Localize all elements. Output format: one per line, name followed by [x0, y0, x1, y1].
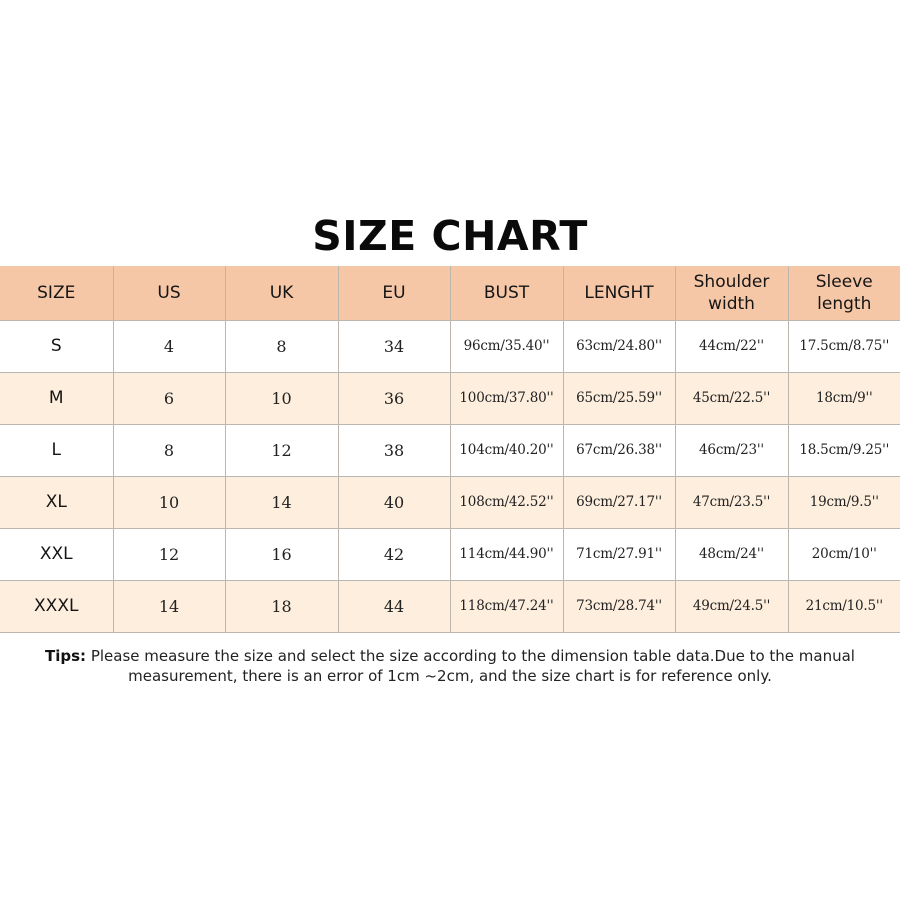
- header-length: LENGHT: [563, 266, 675, 320]
- cell-shoulder: 48cm/24'': [675, 528, 788, 580]
- cell-eu: 42: [338, 528, 450, 580]
- cell-eu: 44: [338, 580, 450, 632]
- cell-size: XL: [0, 476, 113, 528]
- cell-us: 6: [113, 372, 225, 424]
- header-eu: EU: [338, 266, 450, 320]
- cell-bust: 118cm/47.24'': [450, 580, 563, 632]
- cell-uk: 8: [225, 320, 338, 372]
- cell-eu: 34: [338, 320, 450, 372]
- cell-uk: 16: [225, 528, 338, 580]
- cell-shoulder: 47cm/23.5'': [675, 476, 788, 528]
- table-row: [0, 372, 900, 424]
- cell-length: 63cm/24.80'': [563, 320, 675, 372]
- cell-uk: 14: [225, 476, 338, 528]
- header-row: [0, 266, 900, 320]
- header-size: SIZE: [0, 266, 113, 320]
- cell-shoulder: 49cm/24.5'': [675, 580, 788, 632]
- cell-sleeve: 18.5cm/9.25'': [788, 424, 900, 476]
- cell-sleeve: 21cm/10.5'': [788, 580, 900, 632]
- cell-us: 14: [113, 580, 225, 632]
- tips-note: [30, 646, 870, 686]
- cell-uk: 12: [225, 424, 338, 476]
- cell-eu: 40: [338, 476, 450, 528]
- table-row: [0, 424, 900, 476]
- header-shoulder-width: Shoulder width: [675, 266, 788, 320]
- cell-us: 4: [113, 320, 225, 372]
- header-us: US: [113, 266, 225, 320]
- cell-us: 8: [113, 424, 225, 476]
- table-row: [0, 580, 900, 632]
- size-chart-table: [0, 266, 900, 633]
- cell-size: L: [0, 424, 113, 476]
- cell-sleeve: 17.5cm/8.75'': [788, 320, 900, 372]
- cell-eu: 36: [338, 372, 450, 424]
- cell-bust: 96cm/35.40'': [450, 320, 563, 372]
- cell-bust: 108cm/42.52'': [450, 476, 563, 528]
- header-sleeve-length: Sleeve length: [788, 266, 900, 320]
- cell-sleeve: 19cm/9.5'': [788, 476, 900, 528]
- cell-length: 69cm/27.17'': [563, 476, 675, 528]
- cell-shoulder: 44cm/22'': [675, 320, 788, 372]
- cell-length: 65cm/25.59'': [563, 372, 675, 424]
- tips-text: Please measure the size and select the size according to the dimension table data.Due to the manual measurement, there is an error of 1cm ~2cm, and the size chart is for reference only.: [90, 647, 855, 685]
- cell-bust: 100cm/37.80'': [450, 372, 563, 424]
- tips-label: Tips:: [45, 647, 87, 665]
- cell-shoulder: 45cm/22.5'': [675, 372, 788, 424]
- header-bust: BUST: [450, 266, 563, 320]
- cell-bust: 114cm/44.90'': [450, 528, 563, 580]
- cell-size: XXXL: [0, 580, 113, 632]
- cell-sleeve: 20cm/10'': [788, 528, 900, 580]
- cell-length: 71cm/27.91'': [563, 528, 675, 580]
- cell-eu: 38: [338, 424, 450, 476]
- cell-length: 73cm/28.74'': [563, 580, 675, 632]
- cell-us: 10: [113, 476, 225, 528]
- page-title: SIZE CHART: [312, 212, 588, 260]
- cell-size: S: [0, 320, 113, 372]
- cell-bust: 104cm/40.20'': [450, 424, 563, 476]
- cell-size: M: [0, 372, 113, 424]
- header-uk: UK: [225, 266, 338, 320]
- cell-uk: 10: [225, 372, 338, 424]
- cell-shoulder: 46cm/23'': [675, 424, 788, 476]
- cell-length: 67cm/26.38'': [563, 424, 675, 476]
- table-row: [0, 476, 900, 528]
- table-row: [0, 320, 900, 372]
- table-row: [0, 528, 900, 580]
- cell-size: XXL: [0, 528, 113, 580]
- cell-sleeve: 18cm/9'': [788, 372, 900, 424]
- cell-uk: 18: [225, 580, 338, 632]
- cell-us: 12: [113, 528, 225, 580]
